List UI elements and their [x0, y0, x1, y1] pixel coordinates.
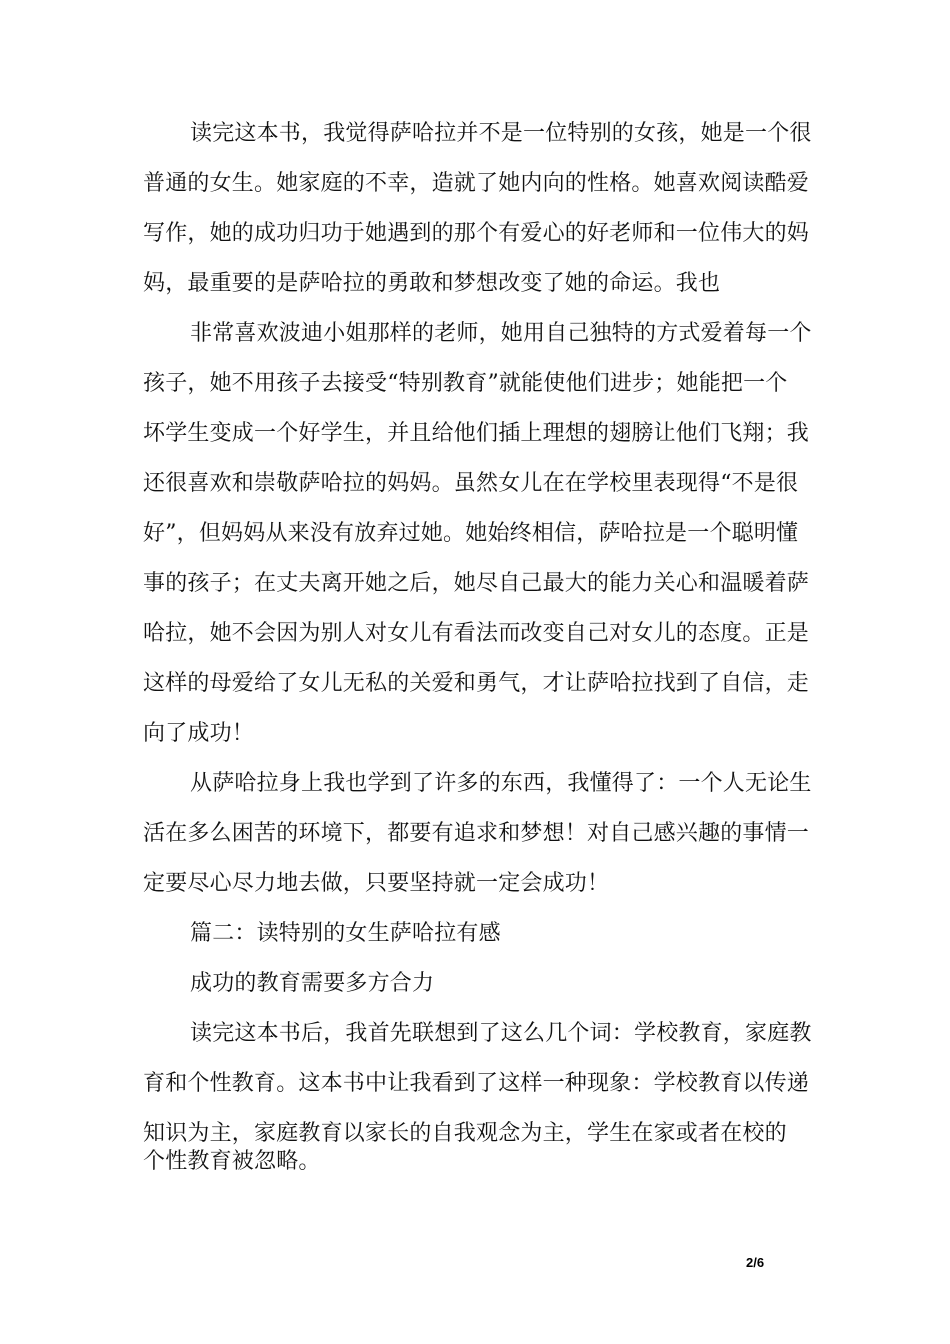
paragraph-line: 从萨哈拉身上我也学到了许多的东西，我懂得了：一个人无论生 — [190, 771, 812, 796]
paragraph-line: 好”，但妈妈从来没有放弃过她。她始终相信，萨哈拉是一个聪明懂 — [143, 521, 799, 546]
paragraph-line: 活在多么困苦的环境下，都要有追求和梦想！对自己感兴趣的事情一 — [143, 821, 810, 846]
paragraph-line: 育和个性教育。这本书中让我看到了这样一种现象：学校教育以传递 — [143, 1071, 810, 1096]
paragraph-line: 写作，她的成功归功于她遇到的那个有爱心的好老师和一位伟大的妈 — [143, 221, 810, 246]
paragraph-line: 知识为主，家庭教育以家长的自我观念为主，学生在家或者在校的 — [143, 1121, 787, 1146]
paragraph-line: 这样的母爱给了女儿无私的关爱和勇气，才让萨哈拉找到了自信，走 — [143, 671, 810, 696]
paragraph-line: 非常喜欢波迪小姐那样的老师，她用自己独特的方式爱着每一个 — [190, 321, 812, 346]
paragraph-line: 向了成功！ — [143, 721, 255, 746]
paragraph-line: 事的孩子；在丈夫离开她之后，她尽自己最大的能力关心和温暖着萨 — [143, 571, 810, 596]
page-number: 2/6 — [746, 1255, 765, 1270]
paragraph-line: 哈拉，她不会因为别人对女儿有看法而改变自己对女儿的态度。正是 — [143, 621, 810, 646]
section-subheading: 成功的教育需要多方合力 — [190, 971, 435, 996]
paragraph-line: 孩子，她不用孩子去接受“特别教育”就能使他们进步；她能把一个 — [143, 371, 788, 396]
paragraph-line: 妈，最重要的是萨哈拉的勇敢和梦想改变了她的命运。我也 — [143, 271, 721, 296]
paragraph-line: 读完这本书后，我首先联想到了这么几个词：学校教育，家庭教 — [190, 1021, 812, 1046]
section-heading: 篇二：读特别的女生萨哈拉有感 — [190, 921, 501, 946]
paragraph-line: 坏学生变成一个好学生，并且给他们插上理想的翅膀让他们飞翔；我 — [143, 421, 810, 446]
paragraph-line: 读完这本书，我觉得萨哈拉并不是一位特别的女孩，她是一个很 — [190, 121, 812, 146]
paragraph-line: 个性教育被忽略。 — [143, 1149, 321, 1174]
paragraph-line: 定要尽心尽力地去做，只要坚持就一定会成功！ — [143, 871, 610, 896]
paragraph-line: 还很喜欢和崇敬萨哈拉的妈妈。虽然女儿在在学校里表现得“不是很 — [143, 471, 799, 496]
paragraph-line: 普通的女生。她家庭的不幸，造就了她内向的性格。她喜欢阅读酷爱 — [143, 171, 810, 196]
